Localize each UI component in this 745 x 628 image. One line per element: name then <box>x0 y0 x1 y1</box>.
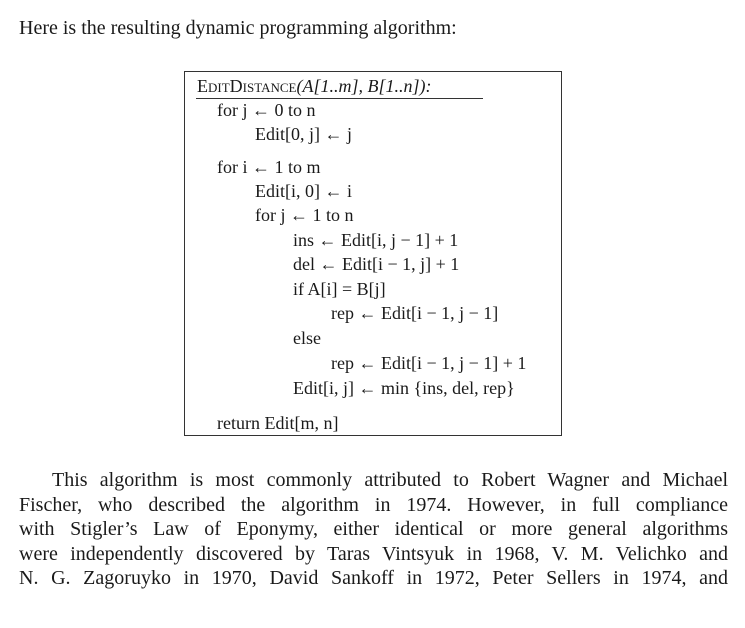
code-line-for-j-init: for j ← 0 to n <box>217 100 316 120</box>
algorithm-box <box>184 71 562 436</box>
code-line-if: if A[i] = B[j] <box>293 279 386 299</box>
code-line-for-j: for j ← 1 to n <box>255 205 354 225</box>
code-line-edit-i-0: Edit[i, 0] ← i <box>255 181 352 201</box>
paragraph-line: This algorithm is most commonly attributed to Robert Wagner and Michael <box>52 469 728 491</box>
function-args: (A[1..m], B[1..n]): <box>296 76 432 96</box>
paragraph-line: Fischer, who described the algorithm in 1974. However, in full compliance <box>19 493 728 516</box>
code-line-rep-mismatch: rep ← Edit[i − 1, j − 1] + 1 <box>331 353 527 373</box>
code-line-edit-min: Edit[i, j] ← min {ins, del, rep} <box>293 378 515 398</box>
code-line-return: return Edit[m, n] <box>217 413 339 433</box>
intro-text: Here is the resulting dynamic programming algorithm: <box>19 17 457 39</box>
paragraph-line: were independently discovered by Taras Vintsyuk in 1968, V. M. Velichko and <box>19 542 728 565</box>
paragraph-line: N. G. Zagoruyko in 1970, David Sankoff in 1972, Peter Sellers in 1974, and <box>19 567 728 589</box>
algorithm-header <box>197 75 432 97</box>
code-line-else: else <box>293 328 321 348</box>
code-line-rep-match: rep ← Edit[i − 1, j − 1] <box>331 303 499 323</box>
code-line-edit-0-j: Edit[0, j] ← j <box>255 124 352 144</box>
paragraph-line: with Stigler’s Law of Eponymy, either identical or more general algorithms <box>19 518 728 540</box>
code-line-ins: ins ← Edit[i, j − 1] + 1 <box>293 230 459 250</box>
body-paragraph <box>19 468 728 591</box>
function-name: EditDistance <box>197 76 297 96</box>
code-line-for-i: for i ← 1 to m <box>217 157 321 177</box>
code-line-del: del ← Edit[i − 1, j] + 1 <box>293 254 460 274</box>
